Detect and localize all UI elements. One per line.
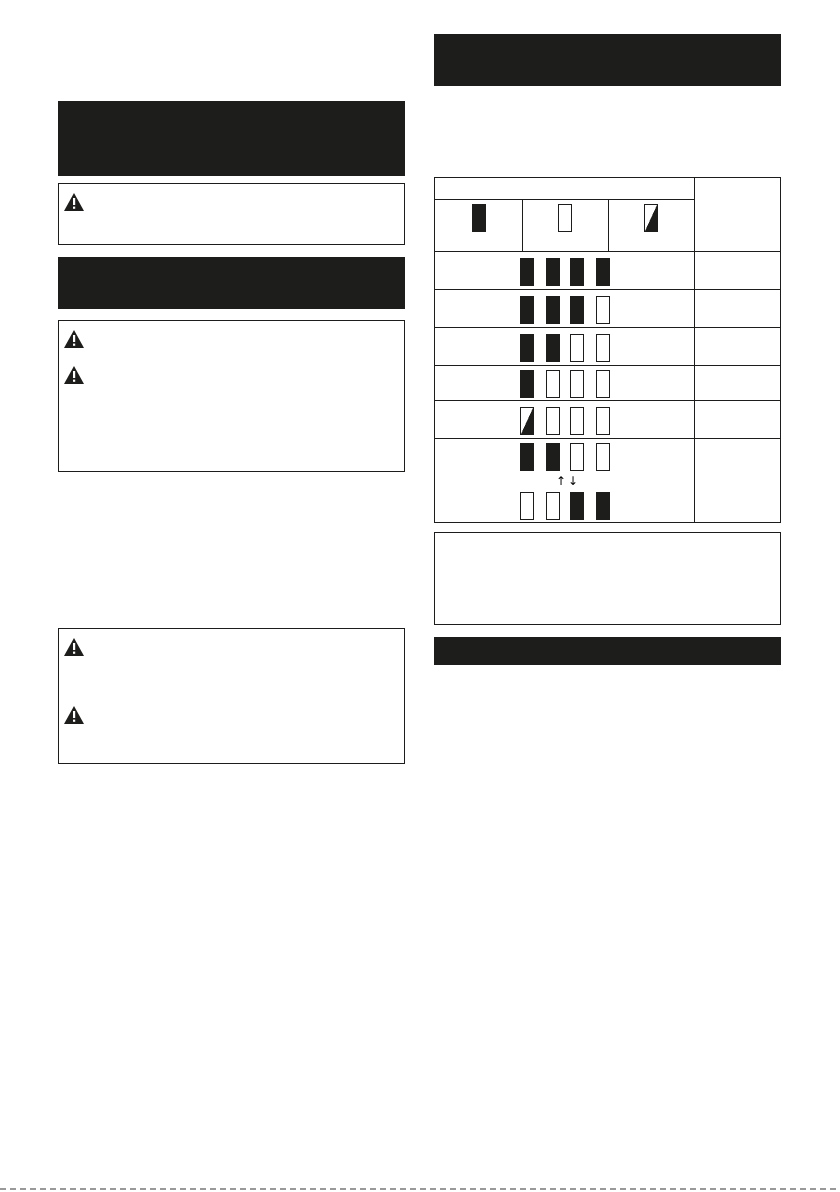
indicator-lamp-off [570, 443, 584, 471]
section-heading-band-3 [434, 34, 781, 86]
indicator-lamp-on [520, 334, 534, 362]
indicator-lamp-off [546, 370, 560, 398]
indicator-lamp-on [570, 258, 584, 286]
page-bottom-edge [0, 1188, 840, 1190]
indicator-lamp-on [546, 443, 560, 471]
indicator-lamp-off [596, 334, 610, 362]
indicator-lamp-off [596, 370, 610, 398]
indicator-lamp-on [520, 370, 534, 398]
warning-triangle-icon [63, 637, 85, 657]
warning-box-1 [58, 183, 405, 245]
arrow-up-icon: ↑ [556, 474, 567, 488]
indicator-lamp-blink [520, 407, 534, 435]
indicator-lamp-off [570, 370, 584, 398]
arrow-down-icon: ↓ [568, 474, 579, 488]
indicator-lamp-off [546, 407, 560, 435]
indicator-lamp-on [570, 296, 584, 324]
indicator-lamp-off [596, 443, 610, 471]
indicator-lamp-off [546, 492, 560, 520]
indicator-lamp-on [520, 443, 534, 471]
warning-box-3 [58, 628, 405, 764]
indicator-lamp-off [570, 407, 584, 435]
indicator-lamp-on [520, 258, 534, 286]
indicator-lamp-on [546, 296, 560, 324]
indicator-lamp-off [520, 492, 534, 520]
section-heading-band-2 [58, 257, 405, 309]
section-heading-band-1 [58, 101, 405, 176]
indicator-lamp-on [596, 258, 610, 286]
indicator-lamp-off [596, 296, 610, 324]
note-box [434, 532, 781, 625]
indicator-lamp-on [546, 258, 560, 286]
battery-indicator-table [434, 177, 781, 523]
warning-triangle-icon [63, 192, 85, 212]
warning-triangle-icon [63, 705, 85, 725]
indicator-lamp-on [520, 296, 534, 324]
indicator-lamp-on [570, 492, 584, 520]
indicator-lamp-off [570, 334, 584, 362]
section-heading-band-4 [434, 637, 781, 665]
warning-triangle-icon [63, 329, 85, 349]
indicator-lamp-on [596, 492, 610, 520]
warning-triangle-icon [63, 365, 85, 385]
indicator-lamp-rows [435, 178, 781, 523]
indicator-lamp-on [546, 334, 560, 362]
indicator-lamp-off [596, 407, 610, 435]
warning-box-2 [58, 320, 405, 472]
